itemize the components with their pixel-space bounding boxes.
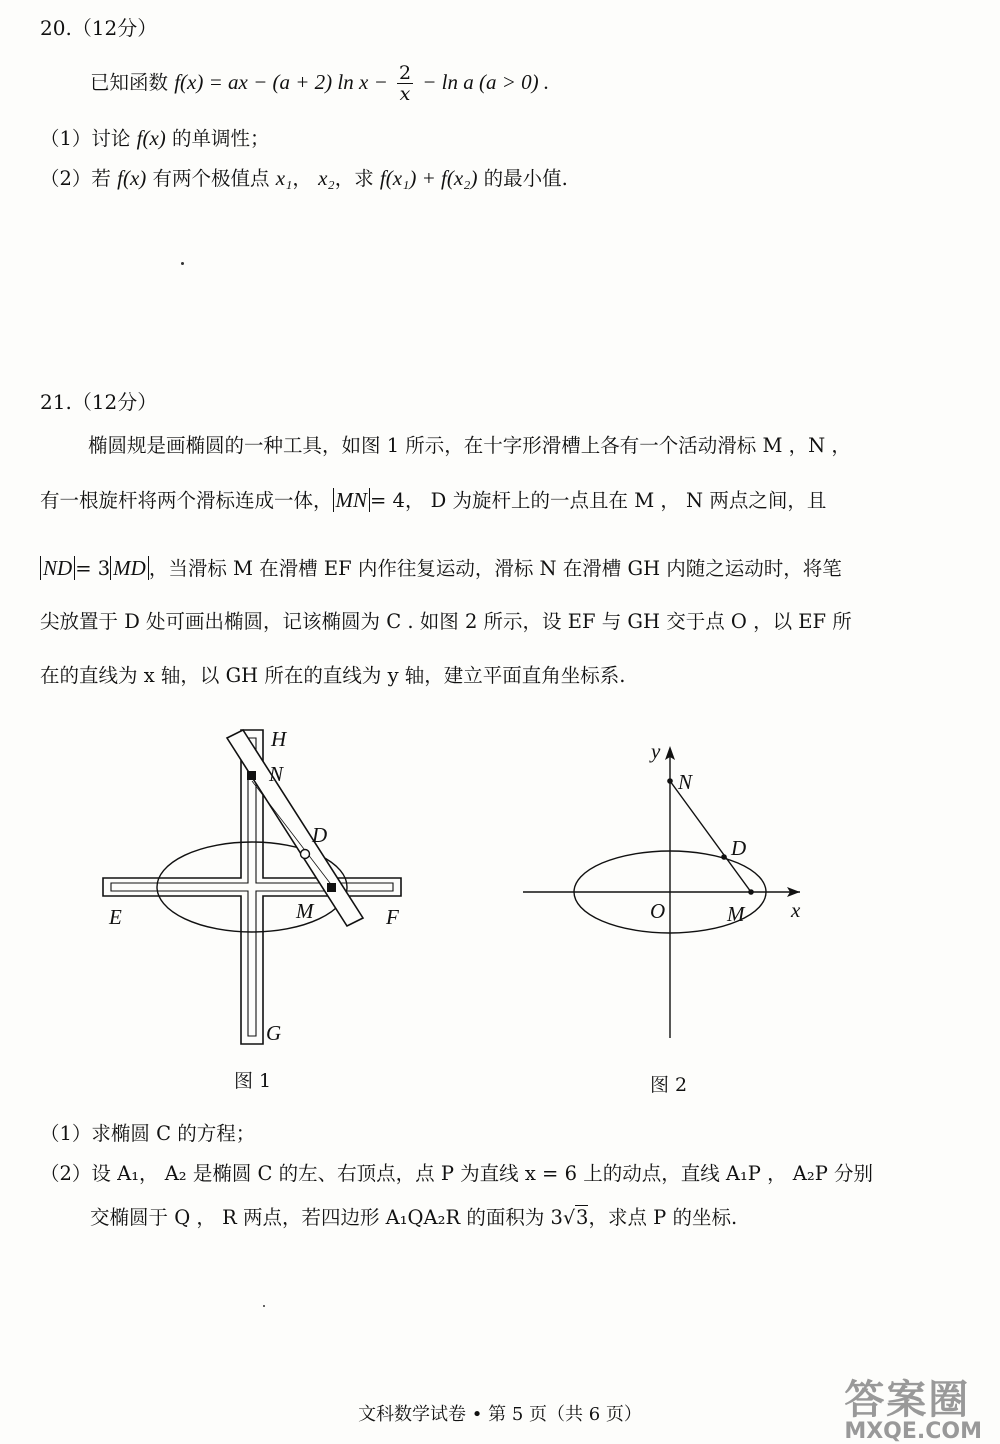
q21-line-3 [40,554,842,583]
q21-abs-md: MD [110,556,149,580]
fig2-label-m: M [727,902,745,926]
q20-frac-den: x [399,83,411,105]
q21-header [40,388,157,416]
q21-part1-number: （1） [40,1122,92,1145]
q20-part1-fx: f(x) [136,126,166,150]
q21-line-2a: 有一根旋杆将两个滑标连成一体， [40,489,333,512]
q20-fx-lhs: f(x) = ax − (a + 2) ln x − [174,70,388,94]
sqrt-radical-sign: √ [562,1207,576,1229]
figure-2-coordinate-diagram [515,738,815,1043]
q21-line-3a: = 3 [75,557,111,580]
q21-part2-text-b: 交椭圆于 Q ， R 两点，若四边形 A₁QA₂R 的面积为 3 [90,1206,563,1229]
q21-part1 [40,1120,255,1148]
q20-number: 20. [40,16,72,40]
fig1-label-h: H [271,727,287,751]
page-footer: 文科数学试卷 • 第 5 页（共 6 页） [358,1404,642,1425]
fig2-label-d: D [731,836,747,860]
q20-part2 [40,164,568,193]
pen-point-d-marker [301,850,310,859]
q21-line-2b: = 4， D 为旋杆上的一点且在 M ， N 两点之间，且 [370,489,827,512]
q20-frac-num: 2 [398,62,412,84]
q21-part1-text: 求椭圆 C 的方程； [91,1122,256,1145]
fig2-label-n: N [678,770,693,794]
q21-abs-mn: MN [333,488,371,512]
q20-part1 [40,124,270,153]
q20-part2-expr: f(x₁) + f(x₂) [379,166,478,190]
figure-1-caption: 图 1 [234,1070,272,1092]
q20-fx-rhs: − ln a (a > 0) . [422,70,550,94]
point-m [748,889,754,895]
fig1-label-f: F [386,905,399,929]
fig2-label-y: y [651,739,661,763]
watermark-logo [844,1368,982,1444]
fig1-label-e: E [109,905,122,929]
q21-part2-text-c: ，求点 P 的坐标. [588,1206,738,1229]
q21-abs-nd: ND [40,556,75,580]
fig1-label-d: D [312,823,328,847]
q20-function-definition [90,62,549,104]
q20-part2-x1: x₁ [275,166,293,190]
q20-part1-text-b: 的单调性； [172,127,270,150]
q21-part2-text-a: 设 A₁， A₂ 是椭圆 C 的左、右顶点，点 P 为直线 x = 6 上的动点，直线 A₁P ， A₂P 分别 [91,1162,874,1185]
q21-line-1: 椭圆规是画椭圆的一种工具，如图 1 所示，在十字形滑槽上各有一个活动滑标 M ，N ， [88,434,851,457]
q21-line-2 [40,486,826,515]
q20-header [40,14,157,42]
q21-part2-line-1 [40,1160,873,1188]
speck-mark [181,262,184,265]
q20-intro: 已知函数 [90,71,169,94]
speck-mark-2 [263,1305,265,1307]
q21-line-4: 尖放置于 D 处可画出椭圆，记该椭圆为 C . 如图 2 所示，设 EF 与 GH 交于点 O ，以 EF 所 [40,610,852,633]
q20-part2-x2: x₂ [318,166,335,190]
point-d [721,854,727,860]
q20-part2-text-d: 的最小值. [483,167,568,190]
q21-score: （12分） [71,390,158,414]
sqrt-radicand: 3 [576,1206,589,1229]
q20-part1-number: （1） [40,127,92,150]
q20-part1-text-a: 讨论 [91,127,131,150]
q21-number: 21. [40,390,72,414]
q20-part2-text-a: 若 [91,167,111,190]
figure-1-ellipsograph [95,718,415,1058]
point-n [667,778,673,784]
q21-line-3b: ，当滑标 M 在滑槽 EF 内作往复运动，滑标 N 在滑槽 GH 内随之运动时，将笔 [148,557,842,580]
fig2-label-o: O [650,899,666,923]
q20-part2-sep: ， [292,167,312,190]
q20-part2-text-c: ，求 [334,167,374,190]
watermark-line-1: 答案圈 [844,1377,971,1423]
q20-part2-fx: f(x) [117,166,147,190]
fig1-label-g: G [266,1021,282,1045]
slider-n-marker [247,771,256,780]
slider-m-marker [327,883,336,892]
fig1-label-n: N [269,762,284,786]
watermark-line-2: MXQE.COM [844,1419,982,1444]
q20-part2-number: （2） [40,167,92,190]
q20-score: （12分） [71,16,158,40]
fig2-label-x: x [791,898,801,922]
q20-part2-text-b: 有两个极值点 [152,167,270,190]
fig1-label-m: M [296,899,314,923]
q20-fraction [397,63,413,104]
q21-part2-line-2 [90,1204,737,1232]
q21-line-5: 在的直线为 x 轴，以 GH 所在的直线为 y 轴，建立平面直角坐标系. [40,664,626,687]
q21-part2-number: （2） [40,1162,92,1185]
figure-2-caption: 图 2 [650,1074,688,1096]
